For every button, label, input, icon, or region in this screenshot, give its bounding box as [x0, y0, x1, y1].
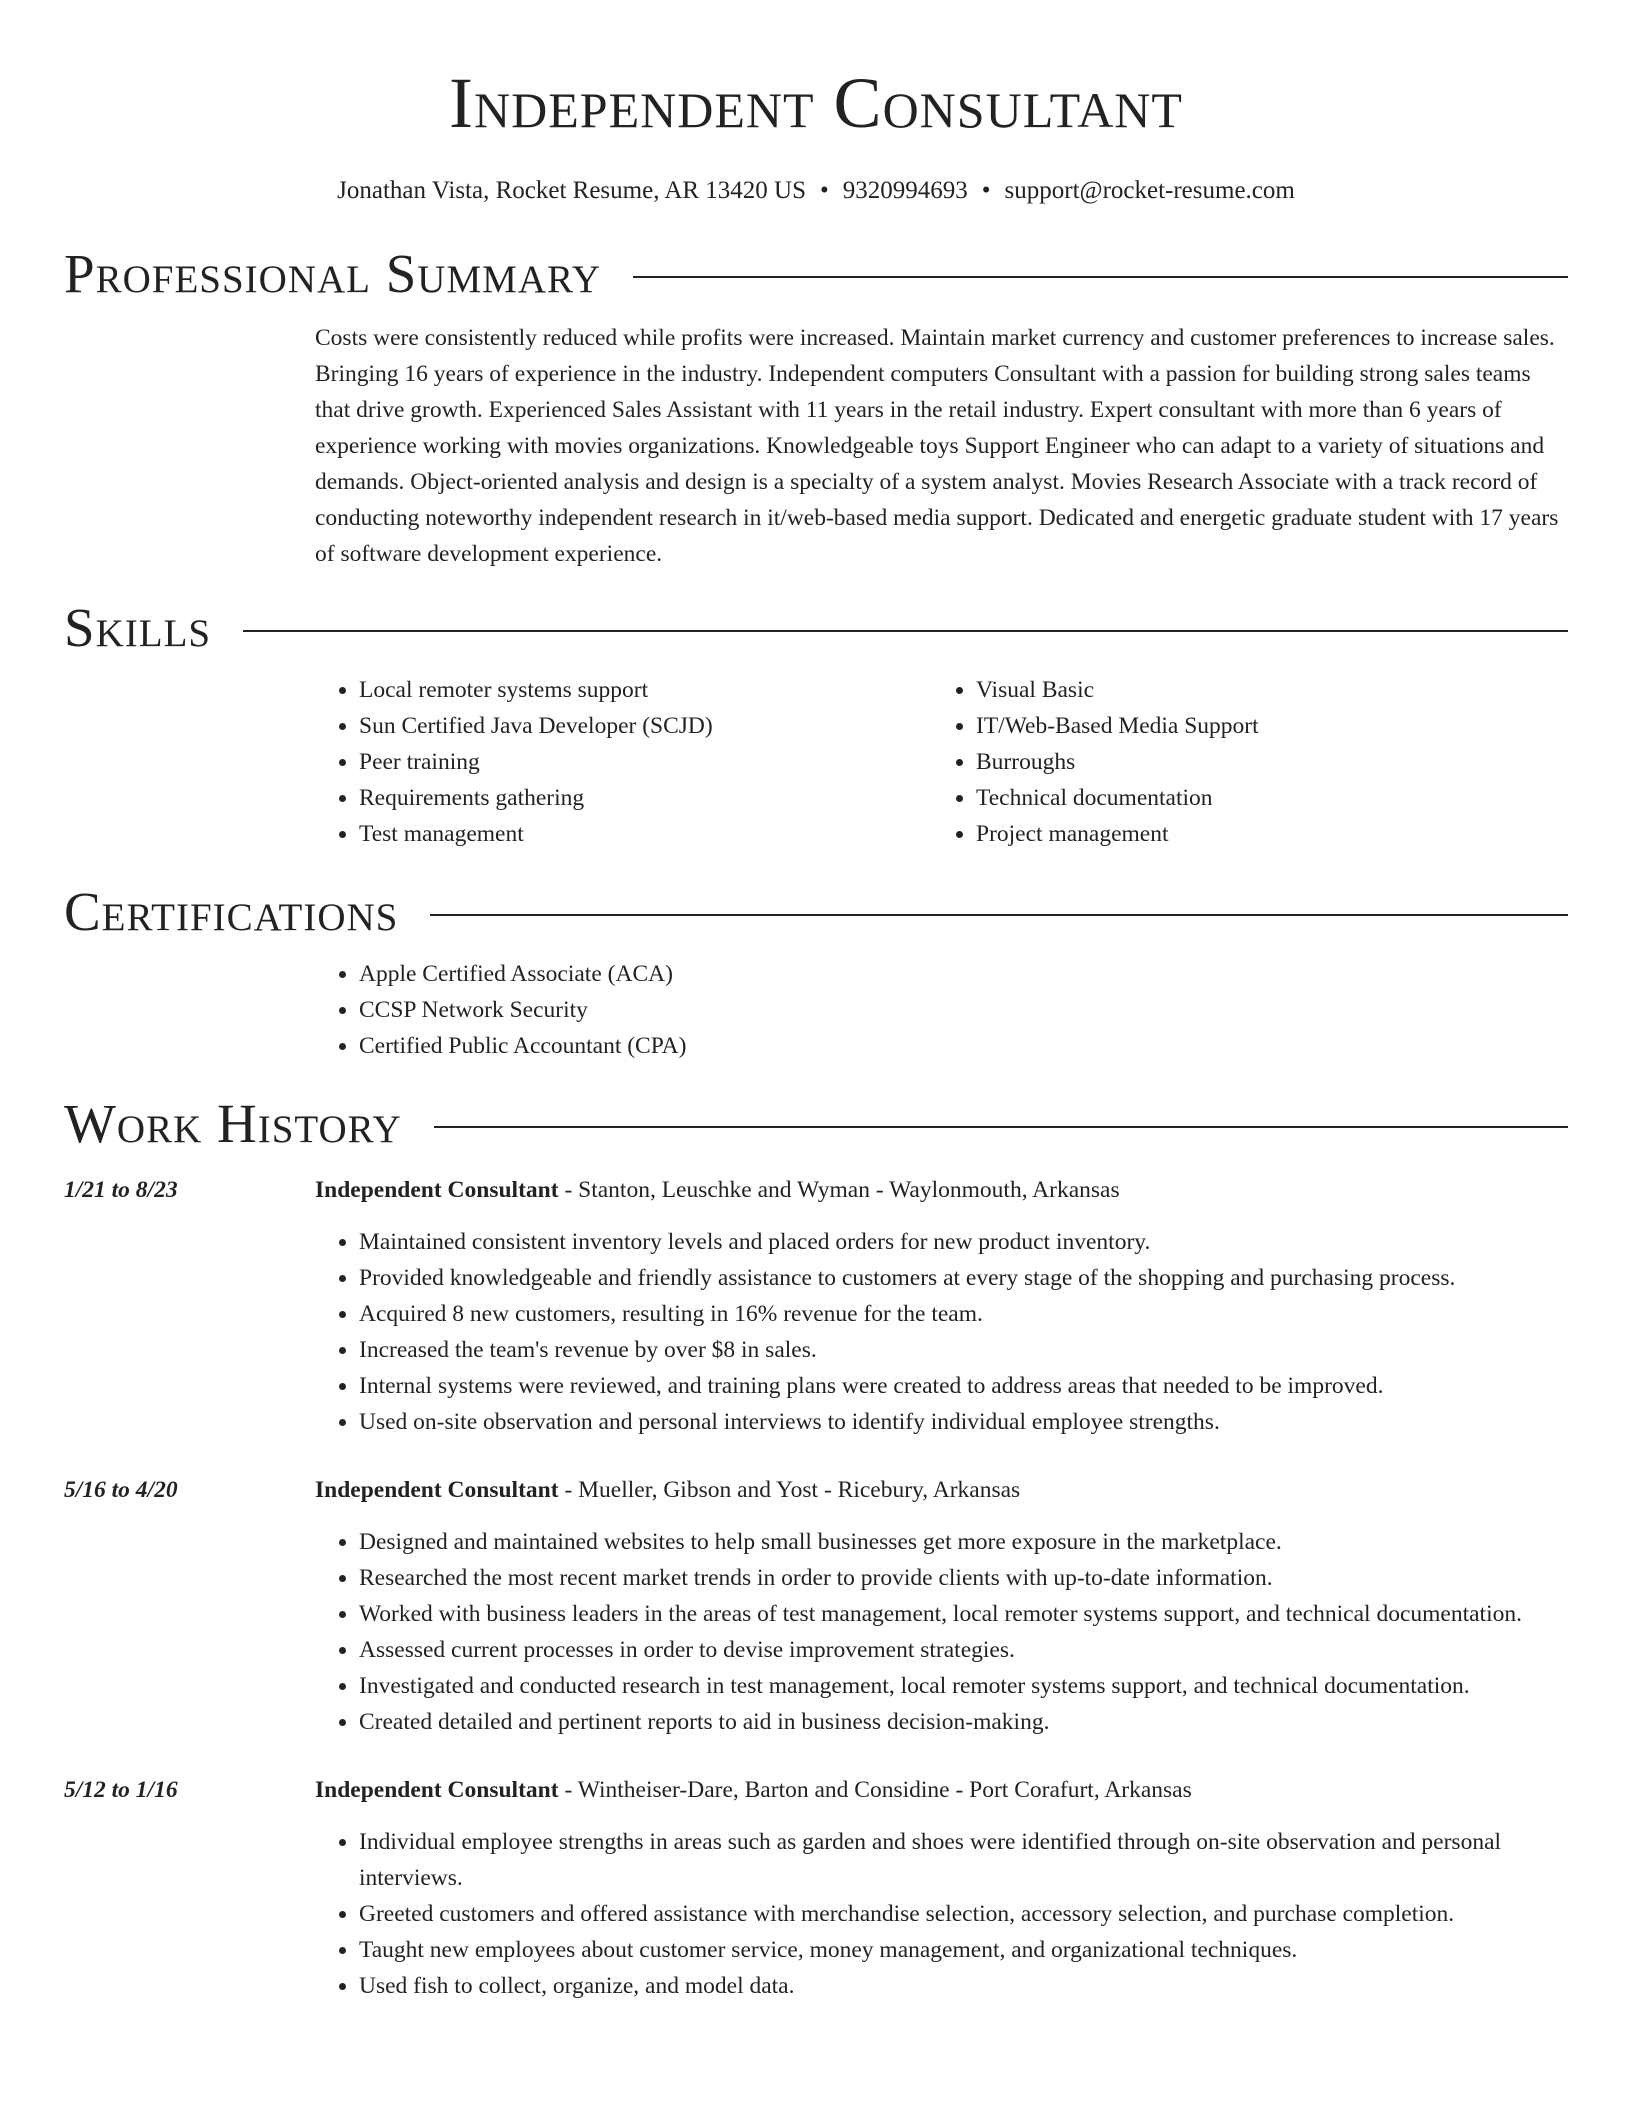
certification-item: • Certified Public Accountant (CPA): [359, 1028, 1568, 1064]
resume-title: Independent Consultant: [449, 63, 1183, 143]
contact-address: Jonathan Vista, Rocket Resume, AR 13420 US: [337, 177, 807, 204]
job-bullet: • Internal systems were reviewed, and training plans were created to address areas that needed to be improved.: [359, 1368, 1568, 1404]
job-bullet: • Assessed current processes in order to devise improvement strategies.: [359, 1632, 1568, 1668]
section-divider: [430, 914, 1568, 916]
job-heading: [315, 1472, 1568, 1508]
job-dates: 1/21 to 8/23: [64, 1177, 178, 1203]
resume-page: [64, 0, 1568, 2004]
certification-item: • Apple Certified Associate (ACA): [359, 956, 1568, 992]
job-bullet: • Acquired 8 new customers, resulting in 16% revenue for the team.: [359, 1296, 1568, 1332]
job-role: Independent Consultant: [315, 1477, 559, 1503]
skill-item: • Peer training: [359, 744, 932, 780]
skill-item: • Visual Basic: [976, 672, 1549, 708]
job-entry: [64, 1172, 1568, 1440]
job-bullet: • Increased the team's revenue by over $8 in sales.: [359, 1332, 1568, 1368]
contact-separator: •: [820, 177, 829, 204]
job-company-location: - Wintheiser-Dare, Barton and Considine - Port Corafurt, Arkansas: [558, 1777, 1192, 1803]
job-bullet: • Taught new employees about customer service, money management, and organizational techniques.: [359, 1932, 1568, 1968]
job-bullet: • Maintained consistent inventory levels and placed orders for new product inventory.: [359, 1224, 1568, 1260]
certification-item: • CCSP Network Security: [359, 992, 1568, 1028]
contact-phone: 9320994693: [842, 177, 968, 204]
skill-item: • Requirements gathering: [359, 780, 932, 816]
job-bullet: • Investigated and conducted research in test management, local remoter systems support, and technical documentation.: [359, 1668, 1568, 1704]
section-divider: [633, 276, 1568, 278]
job-dates: 5/16 to 4/20: [64, 1477, 178, 1503]
skills-column-left: [315, 672, 932, 852]
skill-item: • Burroughs: [976, 744, 1549, 780]
job-bullet: • Used on-site observation and personal interviews to identify individual employee strengths.: [359, 1404, 1568, 1440]
skills-list: [315, 672, 1568, 852]
job-bullet: • Created detailed and pertinent reports to aid in business decision-making.: [359, 1704, 1568, 1740]
contact-separator: •: [981, 177, 991, 204]
job-bullet: • Researched the most recent market trends in order to provide clients with up-to-date information.: [359, 1560, 1568, 1596]
summary-paragraph: Costs were consistently reduced while profits were increased. Maintain market currency and customer preferences to increase sales. Bringing 16 years of experience in the industry. Independent computers Consultant with a passion for building strong sales teams that drive growth. Experienced Sales Assistant with 11 years in the retail industry. Expert consultant with more than 6 years of experience working with movies organizations. Knowledgeable toys Support Engineer who can adapt to a variety of situations and demands. Object-oriented analysis and design is a specialty of a system analyst. Movies Research Associate with a track record of conducting noteworthy independent research in it/web-based media support. Dedicated and energetic graduate student with 17 years of software development experience.: [315, 325, 1559, 567]
section-title-work-history: Work History: [64, 1093, 402, 1154]
certifications-list: [315, 956, 1568, 1064]
section-header-work-history: [64, 1092, 1568, 1156]
job-company-location: - Stanton, Leuschke and Wyman - Waylonmouth, Arkansas: [558, 1177, 1120, 1203]
skill-item: • Project management: [976, 816, 1549, 852]
job-bullet: • Used fish to collect, organize, and model data.: [359, 1968, 1568, 2004]
job-role: Independent Consultant: [315, 1177, 559, 1203]
job-heading: [315, 1772, 1568, 1808]
section-header-certifications: [64, 880, 1568, 944]
skill-item: • Local remoter systems support: [359, 672, 932, 708]
job-bullet: • Provided knowledgeable and friendly assistance to customers at every stage of the shopping and purchasing process.: [359, 1260, 1568, 1296]
section-title-skills: Skills: [64, 597, 212, 658]
job-bullet: • Worked with business leaders in the areas of test management, local remoter systems support, and technical documentation.: [359, 1596, 1568, 1632]
section-title-certifications: Certifications: [64, 881, 399, 942]
job-entry: [64, 1472, 1568, 1740]
section-title-summary: Professional Summary: [64, 243, 602, 304]
section-divider: [243, 630, 1568, 632]
section-header-summary: [64, 242, 1568, 306]
section-header-skills: [64, 596, 1568, 660]
skill-item: • IT/Web-Based Media Support: [976, 708, 1549, 744]
job-heading: [315, 1172, 1568, 1208]
job-role: Independent Consultant: [315, 1777, 559, 1803]
contact-email: support@rocket-resume.com: [1004, 177, 1295, 204]
skills-column-right: [932, 672, 1549, 852]
skill-item: • Sun Certified Java Developer (SCJD): [359, 708, 932, 744]
skill-item: • Technical documentation: [976, 780, 1549, 816]
job-dates: 5/12 to 1/16: [64, 1777, 178, 1803]
job-company-location: - Mueller, Gibson and Yost - Ricebury, Arkansas: [558, 1477, 1021, 1503]
job-bullet: • Individual employee strengths in areas such as garden and shoes were identified through on-site observation and personal interviews.: [359, 1824, 1568, 1896]
skill-item: • Test management: [359, 816, 932, 852]
job-bullet: • Greeted customers and offered assistance with merchandise selection, accessory selection, and purchase completion.: [359, 1896, 1568, 1932]
contact-line: [64, 176, 1568, 206]
job-entry: [64, 1772, 1568, 2004]
job-bullet: • Designed and maintained websites to help small businesses get more exposure in the marketplace.: [359, 1524, 1568, 1560]
section-divider: [434, 1126, 1568, 1128]
